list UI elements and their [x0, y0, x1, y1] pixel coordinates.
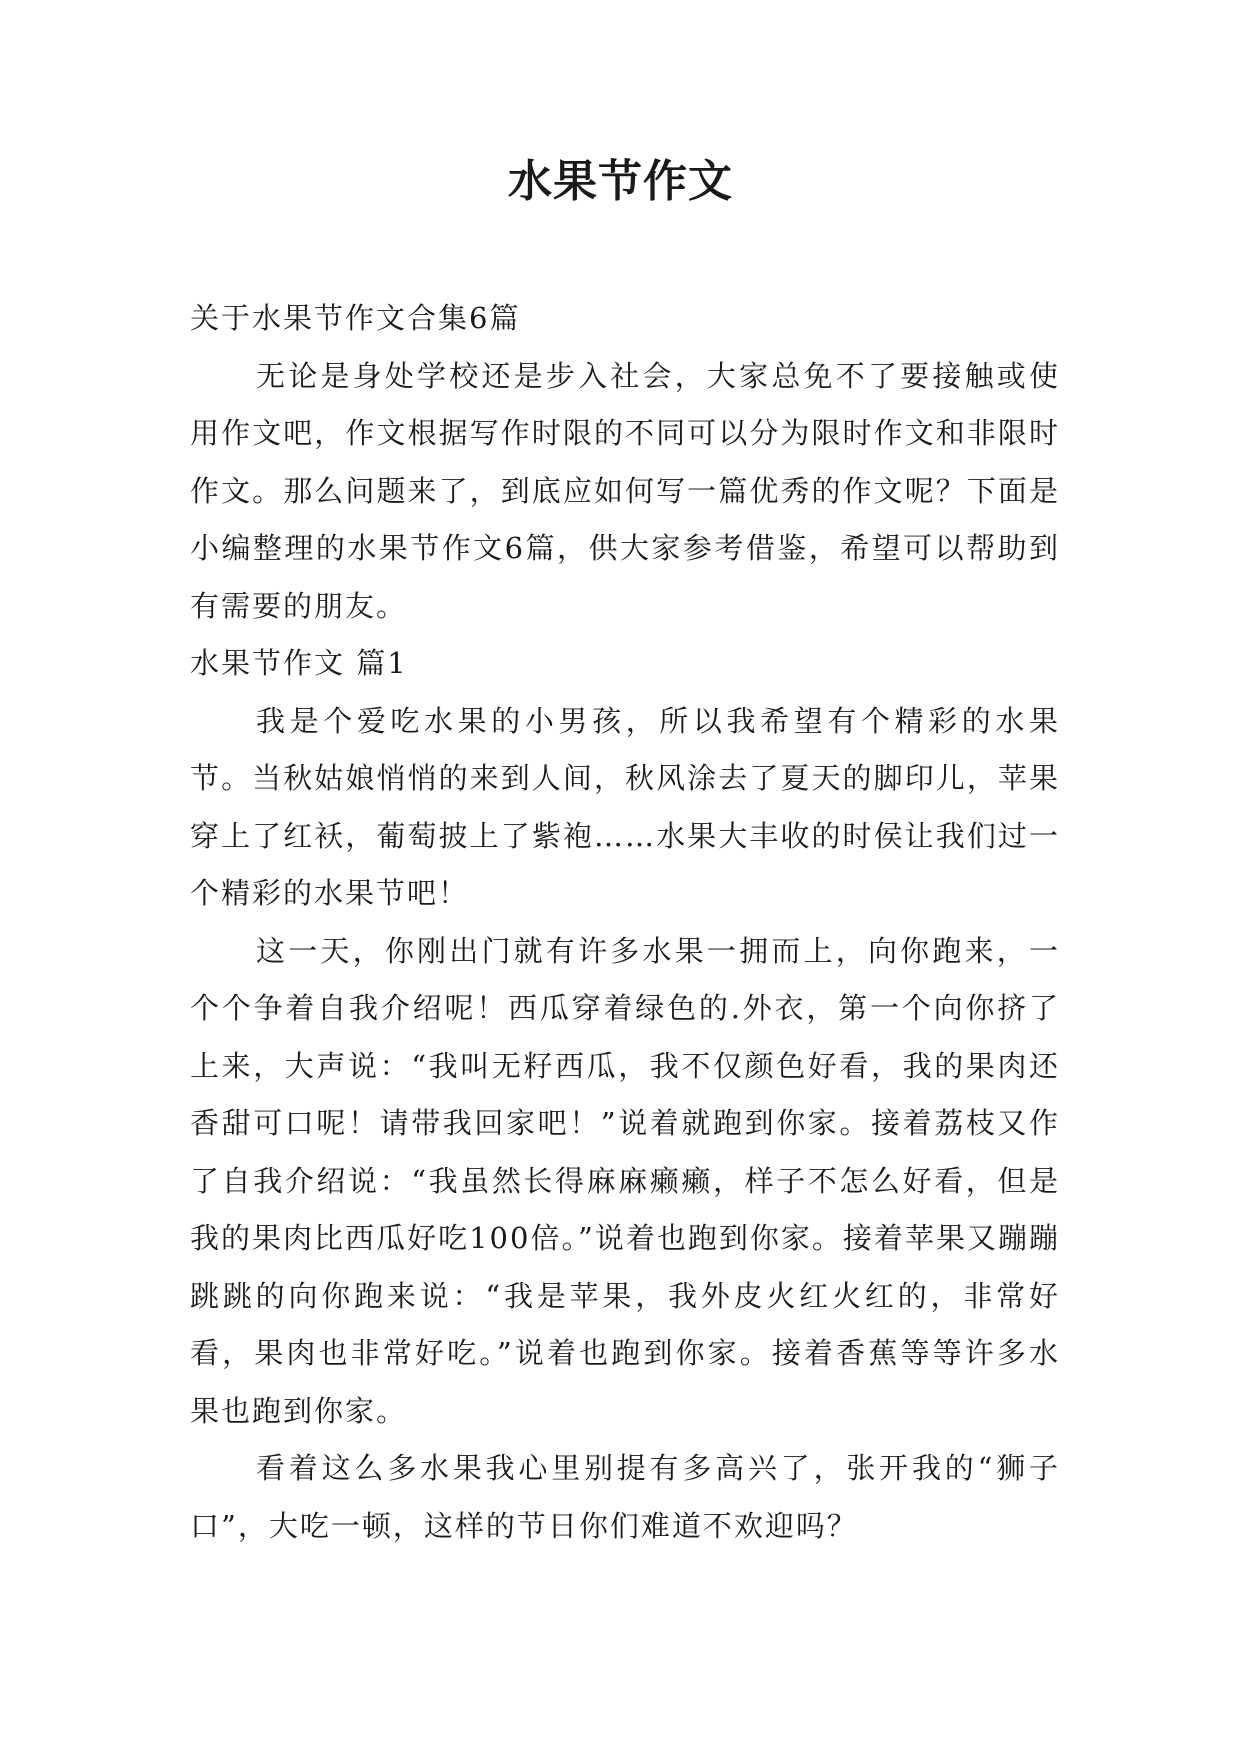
document-body	[190, 290, 1060, 1555]
body-paragraph: 我是个爱吃水果的小男孩，所以我希望有个精彩的水果节。当秋姑娘悄悄的来到人间，秋风涂去了夏天的脚印儿，苹果穿上了红袄，葡萄披上了紫袍……水果大丰收的时侯让我们过一个精彩的水果节吧！	[190, 703, 1060, 910]
intro-paragraph: 无论是身处学校还是步入社会，大家总免不了要接触或使用作文吧，作文根据写作时限的不同可以分为限时作文和非限时作文。那么问题来了，到底应如何写一篇优秀的作文呢？下面是小编整理的水果节作文6篇，供大家参考借鉴，希望可以帮助到有需要的朋友。	[190, 358, 1060, 623]
section-heading: 水果节作文 篇1	[190, 646, 408, 680]
intro-heading: 关于水果节作文合集6篇	[190, 301, 521, 335]
body-paragraph: 这一天，你刚出门就有许多水果一拥而上，向你跑来，一个个争着自我介绍呢！西瓜穿着绿色的.外衣，第一个向你挤了上来，大声说：“我叫无籽西瓜，我不仅颜色好看，我的果肉还香甜可口呢！请带我回家吧！”说着就跑到你家。接着荔枝又作了自我介绍说：“我虽然长得麻麻癞癞，样子不怎么好看，但是我的果肉比西瓜好吃100倍。”说着也跑到你家。接着苹果又蹦蹦跳跳的向你跑来说：“我是苹果，我外皮火红火红的，非常好看，果肉也非常好吃。”说着也跑到你家。接着香蕉等等许多水果也跑到你家。	[190, 933, 1060, 1428]
document-title: 水果节作文	[508, 156, 733, 207]
body-paragraph: 看着这么多水果我心里别提有多高兴了，张开我的“狮子口”，大吃一顿，这样的节日你们难道不欢迎吗？	[190, 1451, 1060, 1543]
